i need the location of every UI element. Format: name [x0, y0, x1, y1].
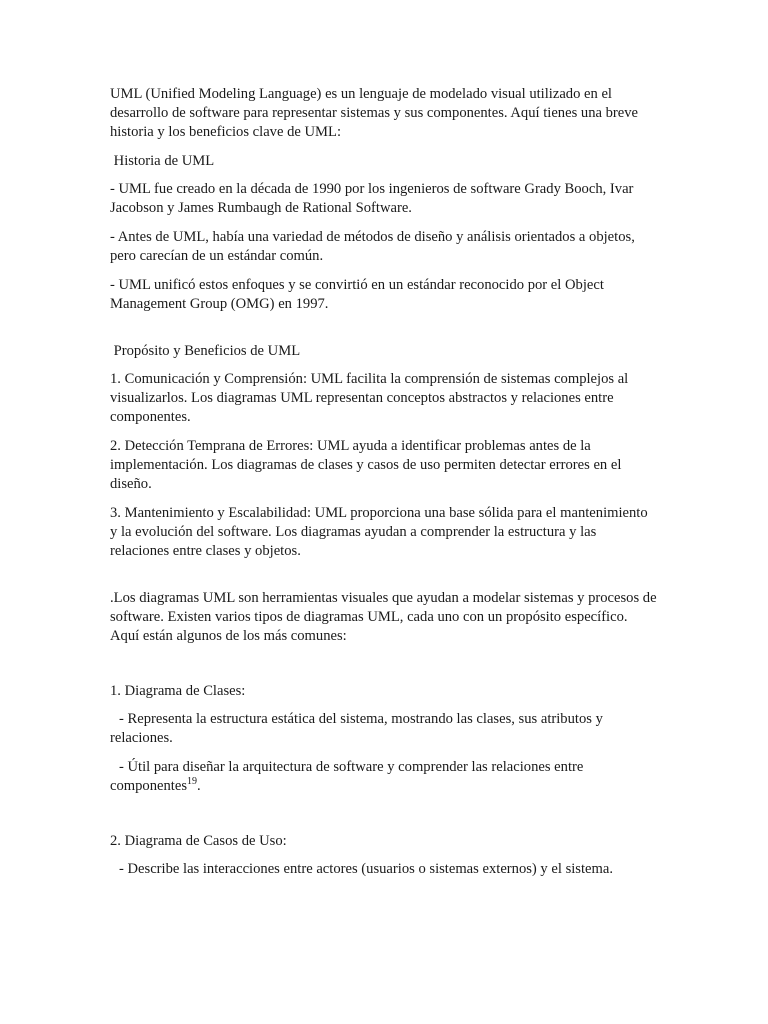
document-body [110, 85, 658, 889]
history-item: - UML fue creado en la década de 1990 por los ingenieros de software Grady Booch, Ivar Jacobson y James Rumbaugh de Rational Software. [110, 181, 634, 216]
history-item: - UML unificó estos enfoques y se convirtió en un estándar reconocido por el Object Management Group (OMG) en 1997. [110, 277, 604, 312]
use-case-diagram-item-text: - Describe las interacciones entre actores (usuarios o sistemas externos) y el sistema. [119, 861, 613, 877]
benefit-item: 2. Detección Temprana de Errores: UML ayuda a identificar problemas antes de la implementación. Los diagramas de clases y casos de uso permiten detectar errores en el diseño. [110, 438, 622, 492]
history-item: - Antes de UML, había una variedad de métodos de diseño y análisis orientados a objetos, pero carecían de un estándar común. [110, 229, 635, 264]
footnote-reference: 19 [187, 776, 198, 788]
use-case-diagram-heading: 2. Diagrama de Casos de Uso: [110, 833, 287, 849]
intro-paragraph: UML (Unified Modeling Language) es un lenguaje de modelado visual utilizado en el desarrollo de software para representar sistemas y sus componentes. Aquí tienes una breve historia y los beneficios clave de UML: [110, 86, 639, 140]
class-diagram-heading: 1. Diagrama de Clases: [110, 683, 246, 699]
benefits-heading: Propósito y Beneficios de UML [110, 343, 301, 359]
benefit-item: 1. Comunicación y Comprensión: UML facilita la comprensión de sistemas complejos al visualizarlos. Los diagramas UML representan conceptos abstractos y relaciones entre componentes. [110, 371, 629, 425]
class-diagram-item [110, 758, 658, 796]
class-diagram-item-text: - Representa la estructura estática del sistema, mostrando las clases, sus atributos y relaciones. [110, 711, 603, 746]
history-heading: Historia de UML [110, 153, 215, 169]
class-diagram-item [110, 710, 658, 748]
class-diagram-item-text: - Útil para diseñar la arquitectura de software y comprender las relaciones entre componentes [110, 759, 584, 794]
sentence-period: . [197, 778, 201, 794]
diagrams-intro-paragraph: .Los diagramas UML son herramientas visuales que ayudan a modelar sistemas y procesos de software. Existen varios tipos de diagramas UML, cada uno con un propósito específico. Aquí están algunos de los más comunes: [110, 590, 657, 644]
use-case-diagram-item [110, 860, 658, 879]
benefit-item: 3. Mantenimiento y Escalabilidad: UML proporciona una base sólida para el mantenimiento y la evolución del software. Los diagramas ayudan a comprender la estructura y las relaciones entre clases y objetos. [110, 505, 648, 559]
